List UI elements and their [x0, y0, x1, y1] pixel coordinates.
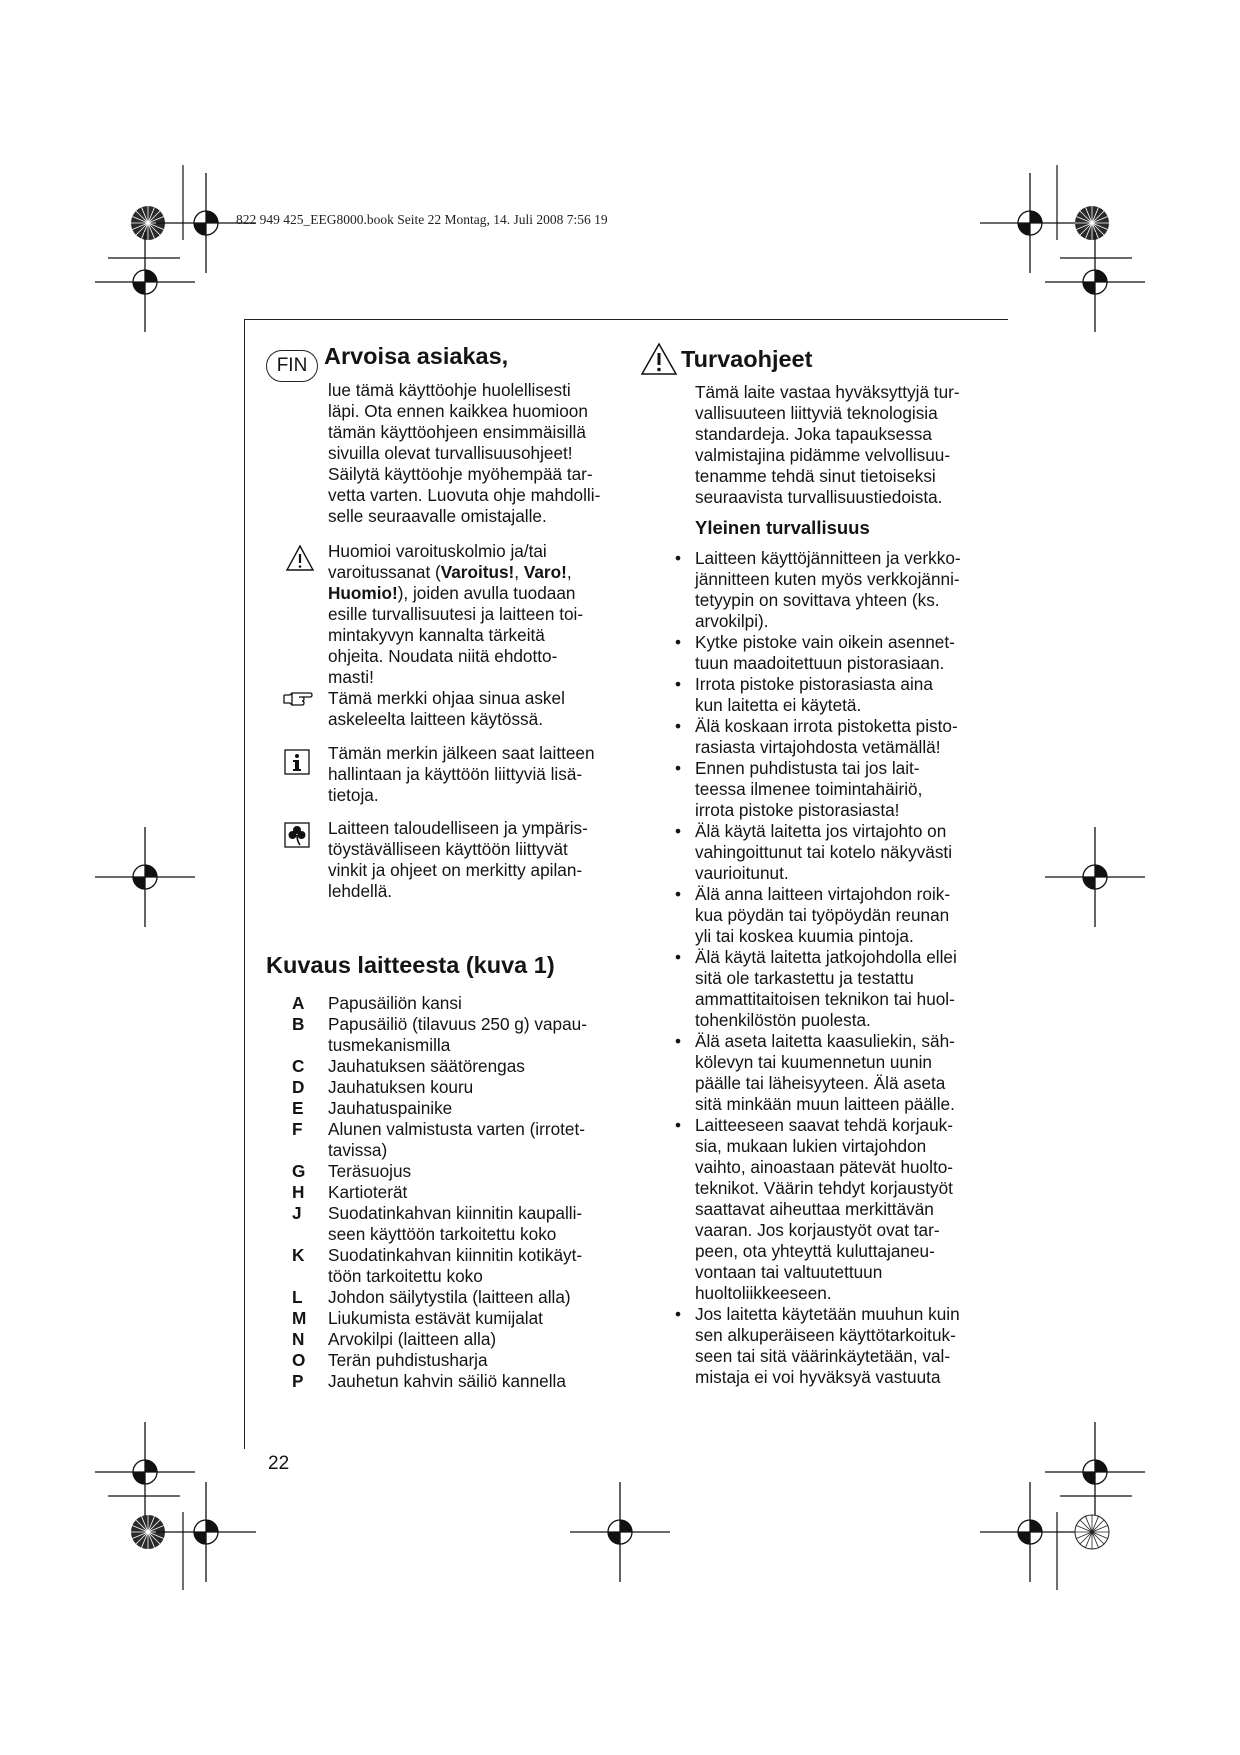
bullet-line: tetyypin on sovittava yhteen (ks.	[695, 590, 940, 610]
intro-line: vetta varten. Luovuta ohje mahdolli-	[328, 485, 601, 505]
bullet-dot-icon: •	[675, 821, 682, 841]
bullet-line: jännitteen kuten myös verkkojänni-	[695, 569, 960, 589]
safety-warning-icon	[640, 342, 678, 381]
language-badge: FIN	[266, 350, 318, 382]
bullet-text	[695, 884, 995, 947]
legend-item	[292, 1098, 632, 1119]
legend-key: C	[292, 1056, 305, 1076]
legend-line: Teräsuojus	[328, 1161, 412, 1181]
legend-line: Jauhetun kahvin säiliö kannella	[328, 1371, 566, 1391]
bullet-line: mistaja ei voi hyväksyä vastuuta	[695, 1367, 941, 1387]
warning-note-line	[328, 583, 628, 604]
safety-intro-line: Tämä laite vastaa hyväksyttyjä tur-	[695, 382, 960, 402]
bullet-text	[695, 632, 995, 674]
bullet-text	[695, 716, 995, 758]
legend-key: K	[292, 1245, 305, 1265]
left-rule	[244, 319, 245, 1449]
hand-note	[328, 688, 628, 730]
legend-text	[328, 1371, 632, 1392]
legend-item	[292, 1203, 632, 1245]
safety-bullet	[675, 1115, 995, 1304]
warning-word: Varo!	[523, 562, 567, 582]
intro-line: sivuilla olevat turvallisuusohjeet!	[328, 443, 573, 463]
legend-key: N	[292, 1329, 305, 1349]
legend-line: Suodatinkahvan kiinnitin kotikäyt-	[328, 1245, 583, 1265]
legend-item	[292, 1350, 632, 1371]
parts-legend	[292, 993, 632, 1392]
intro-line: tämän käyttöohjeen ensimmäisillä	[328, 422, 586, 442]
bullet-text	[695, 947, 995, 1031]
bullet-line: vaaran. Jos korjaustyöt ovat tar-	[695, 1220, 940, 1240]
safety-bullet	[675, 821, 995, 884]
intro-line: lue tämä käyttöohje huolellisesti	[328, 380, 571, 400]
bullet-line: kölevyn tai kuumennetun uunin	[695, 1052, 932, 1072]
legend-line: Johdon säilytystila (laitteen alla)	[328, 1287, 571, 1307]
safety-bullet	[675, 716, 995, 758]
intro-line: läpi. Ota ennen kaikkea huomioon	[328, 401, 588, 421]
warning-word: Varoitus!	[440, 562, 515, 582]
bullet-dot-icon: •	[675, 716, 682, 736]
warning-note-line: masti!	[328, 667, 374, 687]
legend-text	[328, 1098, 632, 1119]
safety-title: Turvaohjeet	[681, 346, 813, 372]
legend-item	[292, 1308, 632, 1329]
warning-note-line	[328, 562, 628, 583]
legend-key: M	[292, 1308, 307, 1328]
bullet-line: saattavat aiheuttaa merkittävän	[695, 1199, 934, 1219]
safety-intro-line: seuraavista turvallisuustiedoista.	[695, 487, 943, 507]
bullet-line: sen alkuperäiseen käyttötarkoituk-	[695, 1325, 956, 1345]
note-text: varoitussanat (	[328, 562, 441, 582]
legend-line: Papusäiliö (tilavuus 250 g) vapau-	[328, 1014, 587, 1034]
bullet-line: Älä koskaan irrota pistoketta pisto-	[695, 716, 958, 736]
bullet-line: vahingoittunut tai kotelo näkyvästi	[695, 842, 953, 862]
legend-text	[328, 1350, 632, 1371]
warning-note-line: esille turvallisuutesi ja laitteen toi-	[328, 604, 584, 624]
bullet-dot-icon: •	[675, 758, 682, 778]
legend-item	[292, 993, 632, 1014]
hand-note-line: askeleelta laitteen käytössä.	[328, 709, 543, 729]
legend-line: Liukumista estävät kumijalat	[328, 1308, 543, 1328]
bullet-line: ammattitaitoisen teknikon tai huol-	[695, 989, 955, 1009]
eco-note-line: vinkit ja ohjeet on merkitty apilan-	[328, 860, 583, 880]
legend-text	[328, 1182, 632, 1203]
greeting-title: Arvoisa asiakas,	[324, 343, 509, 369]
bullet-dot-icon: •	[675, 674, 682, 694]
bullet-line: Älä anna laitteen virtajohdon roik-	[695, 884, 951, 904]
bullet-line: päälle tai läheisyyteen. Älä aseta	[695, 1073, 946, 1093]
safety-bullet	[675, 884, 995, 947]
bullet-line: Kytke pistoke vain oikein asennet-	[695, 632, 955, 652]
legend-key: P	[292, 1371, 304, 1391]
bullet-dot-icon: •	[675, 1031, 682, 1051]
legend-key: O	[292, 1350, 306, 1370]
legend-text	[328, 1287, 632, 1308]
bullet-line: vaurioitunut.	[695, 863, 789, 883]
bullet-line: Irrota pistoke pistorasiasta aina	[695, 674, 933, 694]
bullet-dot-icon: •	[675, 884, 682, 904]
legend-line: Jauhatuksen kouru	[328, 1077, 474, 1097]
warning-note-line: ohjeita. Noudata niitä ehdotto-	[328, 646, 558, 666]
bullet-text	[695, 758, 995, 821]
bullet-line: vaihto, ainoastaan pätevät huolto-	[695, 1157, 953, 1177]
bullet-line: Älä käytä laitetta jos virtajohto on	[695, 821, 947, 841]
legend-line: seen käyttöön tarkoitettu koko	[328, 1224, 557, 1244]
legend-line: Jauhatuksen säätörengas	[328, 1056, 525, 1076]
bullet-text	[695, 1115, 995, 1304]
legend-text	[328, 1119, 632, 1161]
info-note	[328, 743, 628, 806]
legend-line: tusmekanismilla	[328, 1035, 451, 1055]
safety-bullet	[675, 758, 995, 821]
bullet-line: kun laitetta ei käytetä.	[695, 695, 862, 715]
bullet-line: sitä minkään muun laitteen päälle.	[695, 1094, 955, 1114]
warning-triangle-icon	[285, 544, 315, 577]
legend-item	[292, 1014, 632, 1056]
bullet-dot-icon: •	[675, 548, 682, 568]
safety-bullet	[675, 632, 995, 674]
legend-key: G	[292, 1161, 306, 1181]
legend-text	[328, 1245, 632, 1287]
bullet-line: Laitteeseen saavat tehdä korjauk-	[695, 1115, 953, 1135]
bullet-dot-icon: •	[675, 632, 682, 652]
bullet-line: rasiasta virtajohdosta vetämällä!	[695, 737, 941, 757]
bullet-line: teessa ilmenee toimintahäiriö,	[695, 779, 923, 799]
legend-text	[328, 993, 632, 1014]
legend-text	[328, 1308, 632, 1329]
file-info-slug: 822 949 425_EEG8000.book Seite 22 Montag, 14. Juli 2008 7:56 19	[236, 212, 608, 227]
legend-key: J	[292, 1203, 302, 1223]
warning-note	[328, 541, 628, 688]
legend-key: L	[292, 1287, 303, 1307]
safety-bullet	[675, 674, 995, 716]
bullet-line: Älä aseta laitetta kaasuliekin, säh-	[695, 1031, 955, 1051]
warning-note-line: mintakyvyn kannalta tärkeitä	[328, 625, 545, 645]
legend-text	[328, 1056, 632, 1077]
note-text: ,	[514, 562, 524, 582]
top-rule	[244, 319, 1008, 320]
bullet-text	[695, 674, 995, 716]
bullet-line: vontaan tai valtuutettuun	[695, 1262, 883, 1282]
bullet-line: peen, ota yhteyttä kuluttajaneu-	[695, 1241, 935, 1261]
legend-line: töön tarkoitettu koko	[328, 1266, 483, 1286]
note-text: ), joiden avulla tuodaan	[397, 583, 576, 603]
eco-note-line: lehdellä.	[328, 881, 393, 901]
info-icon	[284, 749, 310, 780]
bullet-line: yli tai koskea kuumia pintoja.	[695, 926, 914, 946]
bullet-dot-icon: •	[675, 947, 682, 967]
legend-line: Papusäiliön kansi	[328, 993, 462, 1013]
safety-bullet	[675, 548, 995, 632]
bullet-line: tohenkilöstön puolesta.	[695, 1010, 871, 1030]
safety-intro-line: valmistajina pidämme velvollisuu-	[695, 445, 951, 465]
intro-line: selle seuraavalle omistajalle.	[328, 506, 547, 526]
bullet-line: irrota pistoke pistorasiasta!	[695, 800, 900, 820]
legend-item	[292, 1245, 632, 1287]
intro-paragraph	[328, 380, 628, 527]
safety-intro-line: standardeja. Joka tapauksessa	[695, 424, 932, 444]
bullet-line: Jos laitetta käytetään muuhun kuin	[695, 1304, 960, 1324]
info-note-line: Tämän merkin jälkeen saat laitteen	[328, 743, 595, 763]
bullet-line: seen tai sitä väärinkäytetään, val-	[695, 1346, 951, 1366]
general-safety-subtitle: Yleinen turvallisuus	[695, 517, 870, 538]
legend-line: Kartioterät	[328, 1182, 408, 1202]
warning-note-line: Huomioi varoituskolmio ja/tai	[328, 541, 547, 561]
hand-note-line: Tämä merkki ohjaa sinua askel	[328, 688, 565, 708]
pointing-hand-icon	[282, 690, 314, 713]
legend-line: Terän puhdistusharja	[328, 1350, 488, 1370]
bullet-line: kua pöydän tai työpöydän reunan	[695, 905, 950, 925]
bullet-text	[695, 1031, 995, 1115]
safety-bullet	[675, 1031, 995, 1115]
legend-text	[328, 1077, 632, 1098]
legend-item	[292, 1077, 632, 1098]
safety-bullet-list	[675, 548, 995, 1388]
legend-key: D	[292, 1077, 305, 1097]
info-note-line: tietoja.	[328, 785, 379, 805]
bullet-dot-icon: •	[675, 1115, 682, 1135]
legend-item	[292, 1161, 632, 1182]
legend-text	[328, 1203, 632, 1245]
warning-word: Huomio!	[328, 583, 398, 603]
legend-key: B	[292, 1014, 305, 1034]
legend-key: A	[292, 993, 305, 1013]
safety-intro-line: tenamme tehdä sinut tietoiseksi	[695, 466, 936, 486]
legend-text	[328, 1161, 632, 1182]
safety-bullet	[675, 947, 995, 1031]
legend-item	[292, 1287, 632, 1308]
bullet-text	[695, 1304, 995, 1388]
intro-line: Säilytä käyttöohje myöhempää tar-	[328, 464, 593, 484]
info-note-line: hallintaan ja käyttöön liittyviä lisä-	[328, 764, 583, 784]
legend-line: Jauhatuspainike	[328, 1098, 453, 1118]
bullet-line: arvokilpi).	[695, 611, 769, 631]
legend-line: tavissa)	[328, 1140, 388, 1160]
bullet-line: sia, mukaan lukien virtajohdon	[695, 1136, 927, 1156]
page-number: 22	[268, 1453, 290, 1474]
legend-line: Arvokilpi (laitteen alla)	[328, 1329, 497, 1349]
bullet-dot-icon: •	[675, 1304, 682, 1324]
description-title: Kuvaus laitteesta (kuva 1)	[266, 952, 555, 978]
bullet-line: Ennen puhdistusta tai jos lait-	[695, 758, 920, 778]
legend-text	[328, 1329, 632, 1350]
legend-item	[292, 1119, 632, 1161]
clover-icon	[284, 822, 310, 853]
safety-bullet	[675, 1304, 995, 1388]
safety-intro	[695, 382, 995, 508]
legend-item	[292, 1182, 632, 1203]
bullet-line: teknikot. Väärin tehdyt korjaustyöt	[695, 1178, 953, 1198]
bullet-line: huoltoliikkeeseen.	[695, 1283, 832, 1303]
bullet-text	[695, 548, 995, 632]
eco-note	[328, 818, 628, 902]
legend-key: F	[292, 1119, 303, 1139]
bullet-line: sitä ole tarkastettu ja testattu	[695, 968, 914, 988]
safety-intro-line: vallisuuteen liittyviä teknologisia	[695, 403, 938, 423]
bullet-line: Älä käytä laitetta jatkojohdolla ellei	[695, 947, 957, 967]
legend-line: Suodatinkahvan kiinnitin kaupalli-	[328, 1203, 583, 1223]
legend-key: H	[292, 1182, 305, 1202]
bullet-text	[695, 821, 995, 884]
legend-text	[328, 1014, 632, 1056]
eco-note-line: Laitteen taloudelliseen ja ympäris-	[328, 818, 588, 838]
note-text: ,	[566, 562, 572, 582]
legend-line: Alunen valmistusta varten (irrotet-	[328, 1119, 585, 1139]
eco-note-line: töystävälliseen käyttöön liittyvät	[328, 839, 568, 859]
bullet-line: Laitteen käyttöjännitteen ja verkko-	[695, 548, 961, 568]
legend-key: E	[292, 1098, 304, 1118]
bullet-line: tuun maadoitettuun pistorasiaan.	[695, 653, 945, 673]
legend-item	[292, 1329, 632, 1350]
legend-item	[292, 1056, 632, 1077]
legend-item	[292, 1371, 632, 1392]
